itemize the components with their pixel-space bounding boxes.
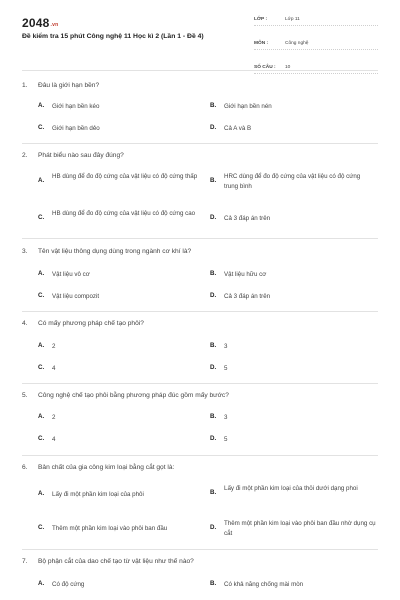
option-letter: C. xyxy=(38,214,45,221)
divider xyxy=(22,311,378,312)
option-text: Cả A và B xyxy=(224,125,252,132)
option-text: 3 xyxy=(224,414,228,421)
option-letter: B. xyxy=(210,580,217,587)
option-letter: D. xyxy=(210,292,217,299)
question-text: Bản chất của gia công kim loại bằng cắt gọt là: xyxy=(38,464,175,471)
question-number: 6. xyxy=(22,464,28,471)
question-4 xyxy=(22,320,144,327)
exam-header xyxy=(0,0,400,70)
option-letter: D. xyxy=(210,435,217,442)
option-text: 5 xyxy=(224,436,228,443)
option-letter: A. xyxy=(38,102,45,109)
option-text: Vật liệu vô cơ xyxy=(52,271,90,278)
option-letter: A. xyxy=(38,342,45,349)
option-text: 4 xyxy=(52,365,56,372)
option-text: Có khả năng chống mài mòn xyxy=(224,581,304,588)
option-letter: C. xyxy=(38,124,45,131)
meta-value: Công nghệ xyxy=(285,41,309,46)
option-letter: D. xyxy=(210,524,217,531)
option-text: Lấy đi một phần kim loại của phôi xyxy=(52,491,144,498)
option-text: Thêm một phần kim loại vào phôi ban đầu xyxy=(52,525,168,532)
option-text: 5 xyxy=(224,365,228,372)
logo-text: 2048 xyxy=(22,16,50,30)
option-text: HRC dùng để đo độ cứng của vật liệu có độ cứng trung bình xyxy=(224,173,361,190)
option-letter: C. xyxy=(38,364,45,371)
option-text: Cả 3 đáp án trên xyxy=(224,293,271,300)
logo-suffix: .vn xyxy=(50,22,59,28)
exam-title: Đề kiểm tra 15 phút Công nghệ 11 Học kì 2 (Lần 1 - Đề 4) xyxy=(22,33,204,40)
question-text: Phát biểu nào sau đây đúng? xyxy=(38,152,124,159)
option-letter: A. xyxy=(38,490,45,497)
option-text: 2 xyxy=(52,343,56,350)
divider xyxy=(22,238,378,239)
option-letter: A. xyxy=(38,177,45,184)
question-2 xyxy=(22,152,124,159)
option-text: 3 xyxy=(224,343,228,350)
option-letter: B. xyxy=(210,102,217,109)
option-text: Có độ cứng xyxy=(52,581,85,588)
meta-key: LỚP : xyxy=(254,17,268,22)
question-number: 2. xyxy=(22,152,28,159)
question-number: 4. xyxy=(22,320,28,327)
question-3 xyxy=(22,248,191,255)
question-number: 1. xyxy=(22,82,28,89)
site-logo[interactable] xyxy=(22,16,58,30)
option-letter: A. xyxy=(38,413,45,420)
option-text: Cả 3 đáp án trên xyxy=(224,215,271,222)
question-number: 7. xyxy=(22,558,28,565)
divider xyxy=(22,455,378,456)
question-number: 3. xyxy=(22,248,28,255)
divider xyxy=(22,143,378,144)
option-letter: B. xyxy=(210,342,217,349)
option-text: Vật liệu hữu cơ xyxy=(224,271,267,278)
option-letter: D. xyxy=(210,124,217,131)
meta-row-count xyxy=(254,64,378,74)
question-text: Đâu là giới hạn bền? xyxy=(38,82,100,89)
meta-key: MÔN : xyxy=(254,41,269,46)
divider xyxy=(22,383,378,384)
option-letter: A. xyxy=(38,270,45,277)
option-letter: C. xyxy=(38,435,45,442)
option-letter: B. xyxy=(210,177,217,184)
option-letter: D. xyxy=(210,364,217,371)
option-letter: A. xyxy=(38,580,45,587)
question-5 xyxy=(22,392,229,399)
meta-row-subject xyxy=(254,40,378,50)
question-number: 5. xyxy=(22,392,28,399)
question-text: Tên vật liệu thông dụng dùng trong ngành cơ khí là? xyxy=(38,248,192,255)
option-text: Giới hạn bền kéo xyxy=(52,103,100,110)
option-letter: C. xyxy=(38,524,45,531)
option-text: HB dùng để đo độ cứng của vật liệu có độ cứng cao xyxy=(52,210,196,217)
option-letter: D. xyxy=(210,214,217,221)
option-letter: C. xyxy=(38,292,45,299)
divider xyxy=(22,549,378,550)
option-text: 2 xyxy=(52,414,56,421)
exam-meta xyxy=(254,0,378,70)
option-text: Vật liệu compozit xyxy=(52,293,100,300)
option-text: Giới hạn bền dẻo xyxy=(52,125,100,132)
question-1 xyxy=(22,82,99,89)
question-text: Công nghệ chế tạo phôi bằng phương pháp đúc gồm mấy bước? xyxy=(38,392,229,399)
option-text: 4 xyxy=(52,436,56,443)
divider xyxy=(22,70,378,71)
question-text: Bộ phận cắt của dao chế tạo từ vật liệu như thế nào? xyxy=(38,558,194,565)
meta-value: Lớp 11 xyxy=(285,17,300,22)
option-letter: B. xyxy=(210,489,217,496)
option-text: Lấy đi một phần kim loại của thỏi dưới dạng phoi xyxy=(224,485,358,492)
meta-key: SỐ CÂU : xyxy=(254,65,276,70)
question-text: Có mấy phương pháp chế tạo phôi? xyxy=(38,320,144,327)
meta-value: 10 xyxy=(285,65,291,70)
option-text: Giới hạn bền nén xyxy=(224,103,272,110)
question-7 xyxy=(22,558,194,565)
option-text: HB dùng để đo độ cứng của vật liệu có độ cứng thấp xyxy=(52,173,198,180)
option-letter: B. xyxy=(210,270,217,277)
meta-row-class xyxy=(254,16,378,26)
question-6 xyxy=(22,464,174,471)
option-letter: B. xyxy=(210,413,217,420)
option-text: Thêm một phần kim loại vào phôi ban đầu nhờ dụng cụ cắt xyxy=(224,520,376,537)
